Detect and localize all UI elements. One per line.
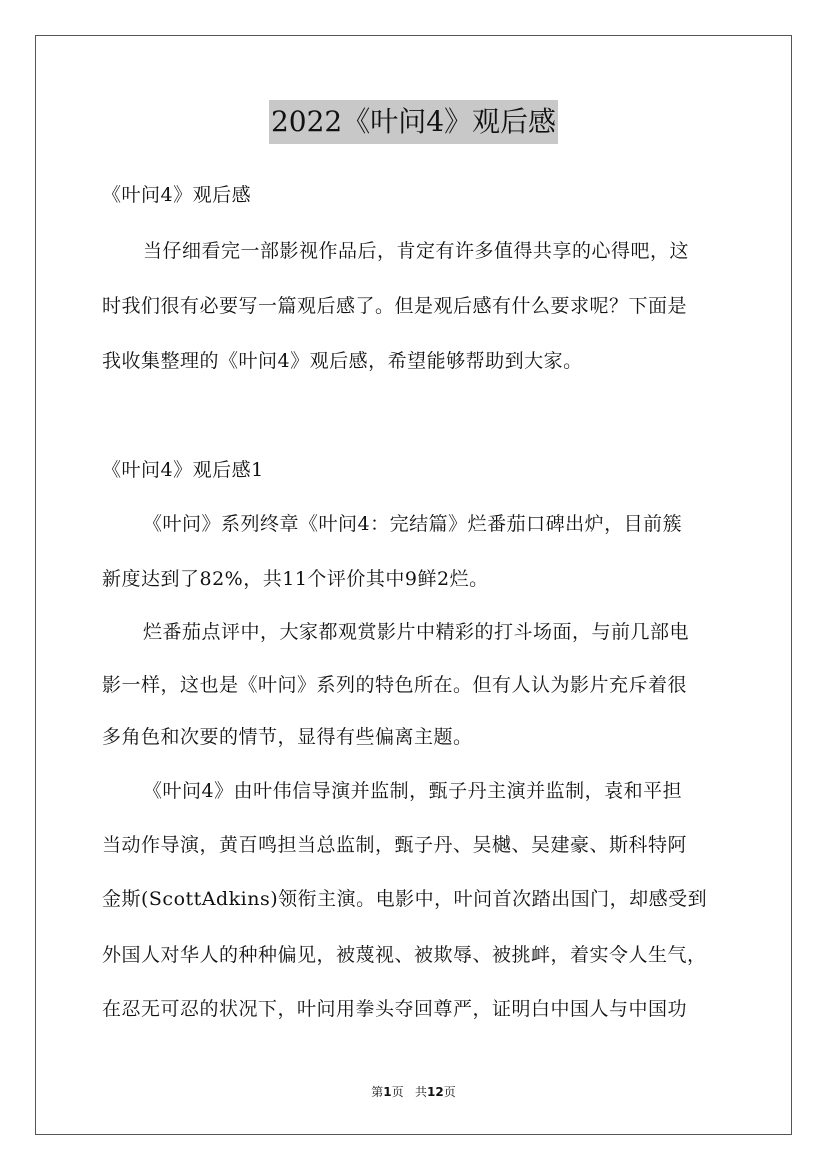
section-heading: 《叶问4》观后感1: [102, 459, 264, 481]
intro-line: 我收集整理的《叶问4》观后感，希望能够帮助到大家。: [102, 350, 583, 372]
paragraph-line: 《叶问4》由叶伟信导演并监制，甄子丹主演并监制，袁和平担: [143, 780, 683, 802]
paragraph-line: 新度达到了82%，共11个评价其中9鲜2烂。: [102, 568, 489, 590]
paragraph-line: 当动作导演，黄百鸣担当总监制，甄子丹、吴樾、吴建豪、斯科特阿: [102, 834, 688, 856]
footer-page-number: 1: [383, 1085, 392, 1099]
paragraph-line: 在忍无可忍的状况下，叶问用拳头夺回尊严，证明白中国人与中国功: [102, 998, 688, 1020]
document-subtitle: 《叶问4》观后感: [102, 184, 252, 206]
footer-page-suffix: 页: [443, 1085, 456, 1099]
footer-total-pages: 12: [427, 1085, 444, 1099]
paragraph-line: 《叶问》系列终章《叶问4：完结篇》烂番茄口碑出炉，目前簇: [143, 513, 683, 535]
intro-line: 时我们很有必要写一篇观后感了。但是观后感有什么要求呢？下面是: [102, 295, 688, 317]
paragraph-line: 外国人对华人的种种偏见，被蔑视、被欺辱、被挑衅，着实令人生气，: [102, 944, 707, 966]
page-footer: [0, 1083, 827, 1100]
footer-page-mid: 页 共: [391, 1085, 428, 1099]
paragraph-line: 影一样，这也是《叶问》系列的特色所在。但有人认为影片充斥着很: [102, 674, 688, 696]
intro-line: 当仔细看完一部影视作品后，肯定有许多值得共享的心得吧，这: [143, 240, 690, 262]
paragraph-line: 金斯(ScottAdkins)领衔主演。电影中，叶问首次踏出国门，却感受到: [102, 888, 708, 910]
paragraph-line: 多角色和次要的情节，显得有些偏离主题。: [102, 726, 473, 748]
document-title: 2022《叶问4》观后感: [269, 100, 558, 144]
paragraph-line: 烂番茄点评中，大家都观赏影片中精彩的打斗场面，与前几部电: [143, 621, 690, 643]
footer-page-prefix: 第: [371, 1085, 384, 1099]
title-container: [0, 100, 827, 144]
